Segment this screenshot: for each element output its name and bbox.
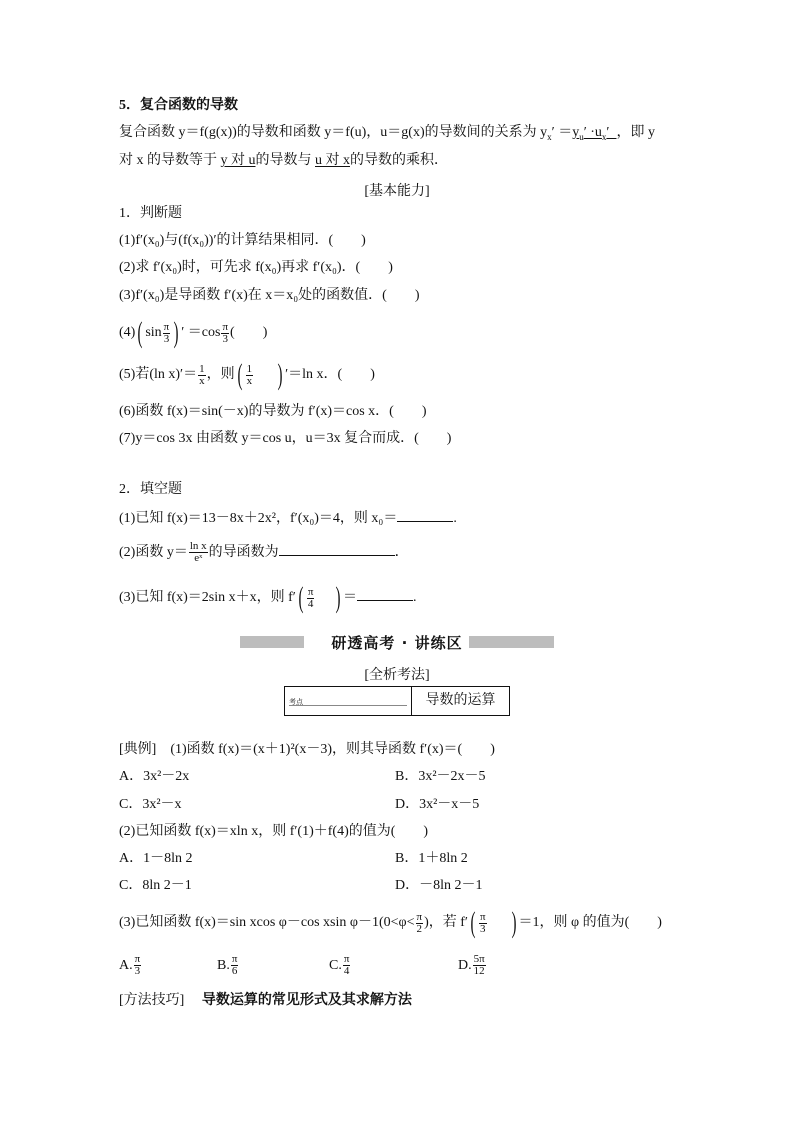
fraction-pi-3: $\frac{\pi}{3}$ — [163, 320, 170, 345]
fraction-1-x-b: $\frac{1}{x}$ — [246, 362, 253, 387]
example-q1-option-d[interactable]: D．3x²－x－5 — [395, 797, 480, 812]
q1-item-6: (6)函数 f(x)＝sin(－x)的导数为 f′(x)＝cos x．( ) — [119, 404, 427, 419]
q2-item-1: (1)已知 f(x)＝13－8x＋2x²，f′(x₀)＝4，则 x₀＝ . — [119, 511, 457, 526]
example-q2-option-a[interactable]: A．1－8ln 2 — [119, 851, 193, 866]
answer-underline-u-x: u 对 x — [315, 153, 350, 168]
answer-underline: $y_u' \cdot u_x'$ — [572, 125, 610, 142]
example-q1-option-a[interactable]: A．3x²－2x — [119, 769, 190, 784]
q1-item-5: (5)若(ln x)′＝ $\frac{1}{x}$ ，则( $\frac{1}{x}$ ) ′＝ln x．( ) — [119, 358, 375, 391]
answer-blank[interactable] — [357, 588, 413, 601]
example-q2-option-d[interactable]: D．－8ln 2－1 — [395, 878, 483, 893]
section-banner — [240, 633, 554, 651]
example-q3-option-b[interactable]: B. $\frac{\pi}{6}$ — [217, 953, 238, 978]
example-q2: (2)已知函数 f(x)＝xln x，则 f′(1)＋f(4)的值为( ) — [119, 824, 429, 839]
answer-blank[interactable] — [397, 509, 453, 522]
q1-item-2: (2)求 f′(x₀)时，可先求 f(x₀)再求 f′(x₀)．( ) — [119, 260, 393, 275]
banner-title: 研透高考 · 讲练区 — [325, 634, 468, 652]
answer-underline-y-u: y 对 u — [220, 153, 256, 168]
example-q3-option-a[interactable]: A. $\frac{\pi}{3}$ — [119, 953, 141, 978]
example-q2-option-c[interactable]: C．8ln 2－1 — [119, 878, 192, 893]
q1-title: 1．判断题 — [119, 206, 182, 221]
topic-table-label-cell: 考点 — [285, 687, 412, 715]
fraction-1-x: $\frac{1}{x}$ — [199, 362, 205, 387]
q1-item-4: (4)( sin $\frac{\pi}{3}$ ) ′ ＝cos $\frac{\pi}{3}$ ( ) — [119, 316, 268, 349]
analysis-header: [全析考法] — [364, 668, 430, 683]
topic-table-value-cell: 导数的运算 — [425, 693, 496, 708]
fraction-pi-4: $\frac{\pi}{4}$ — [307, 585, 314, 610]
example-q1-option-b[interactable]: B．3x²－2x－5 — [395, 769, 486, 784]
answer-blank[interactable] — [279, 543, 395, 556]
example-q1-option-c[interactable]: C．3x²－x — [119, 797, 182, 812]
method-tips: [方法技巧] 导数运算的常见形式及其求解方法 — [119, 993, 412, 1008]
example-q3-option-c[interactable]: C. $\frac{\pi}{4}$ — [329, 953, 350, 978]
q1-item-7: (7)y＝cos 3x 由函数 y＝cos u，u＝3x 复合而成．( ) — [119, 431, 452, 446]
section-5-title: 5．复合函数的导数 — [119, 98, 238, 113]
q1-item-3: (3)f′(x₀)是导函数 f′(x)在 x＝x₀处的函数值．( ) — [119, 288, 420, 303]
section-5-line-2: 对 x 的导数等于 y 对 u的导数与 u 对 x的导数的乘积． — [119, 153, 448, 168]
q1-item-1: (1)f′(x₀)与(f(x₀))′的计算结果相同．( ) — [119, 233, 366, 248]
topic-table — [284, 686, 510, 716]
fraction-pi-2: $\frac{\pi}{2}$ — [416, 910, 423, 935]
fraction-pi-3-b: $\frac{\pi}{3}$ — [222, 320, 229, 345]
fraction-lnx-ex: $\frac{\text{ln x}}{\text{eˣ}}$ — [189, 540, 207, 565]
q2-item-3: (3)已知 f(x)＝2sin x＋x，则 f′( $\frac{\pi}{4}$ ) ＝ . — [119, 581, 417, 614]
q2-title: 2．填空题 — [119, 482, 182, 497]
example-q3: (3)已知函数 f(x)＝sin xcos φ－cos xsin φ－1(0<φ< $\frac{\pi}{2}$ )，若 f′( $\frac{\pi}{3}$ ) ＝1，则 φ 的值为( ) — [119, 906, 662, 939]
basic-ability-header: [基本能力] — [364, 184, 430, 199]
section-5-line-1: 复合函数 y＝f(g(x))的导数和函数 y＝f(u)，u＝g(x)的导数间的关系为 $y_x' =y_u' \cdot u_x'$ ，即 y — [119, 125, 655, 142]
example-q2-option-b[interactable]: B．1＋8ln 2 — [395, 851, 468, 866]
q2-item-2: (2)函数 y＝ $\frac{\text{ln x}}{\text{eˣ}}$ 的导函数为 ． — [119, 540, 409, 565]
example-q1: [典例] (1)函数 f(x)＝(x＋1)²(x－3)，则其导函数 f′(x)＝( ) — [119, 742, 495, 757]
example-q3-option-d[interactable]: D. $\frac{5\pi}{12}$ — [458, 953, 485, 978]
fraction-pi-3-c: $\frac{\pi}{3}$ — [479, 910, 486, 935]
